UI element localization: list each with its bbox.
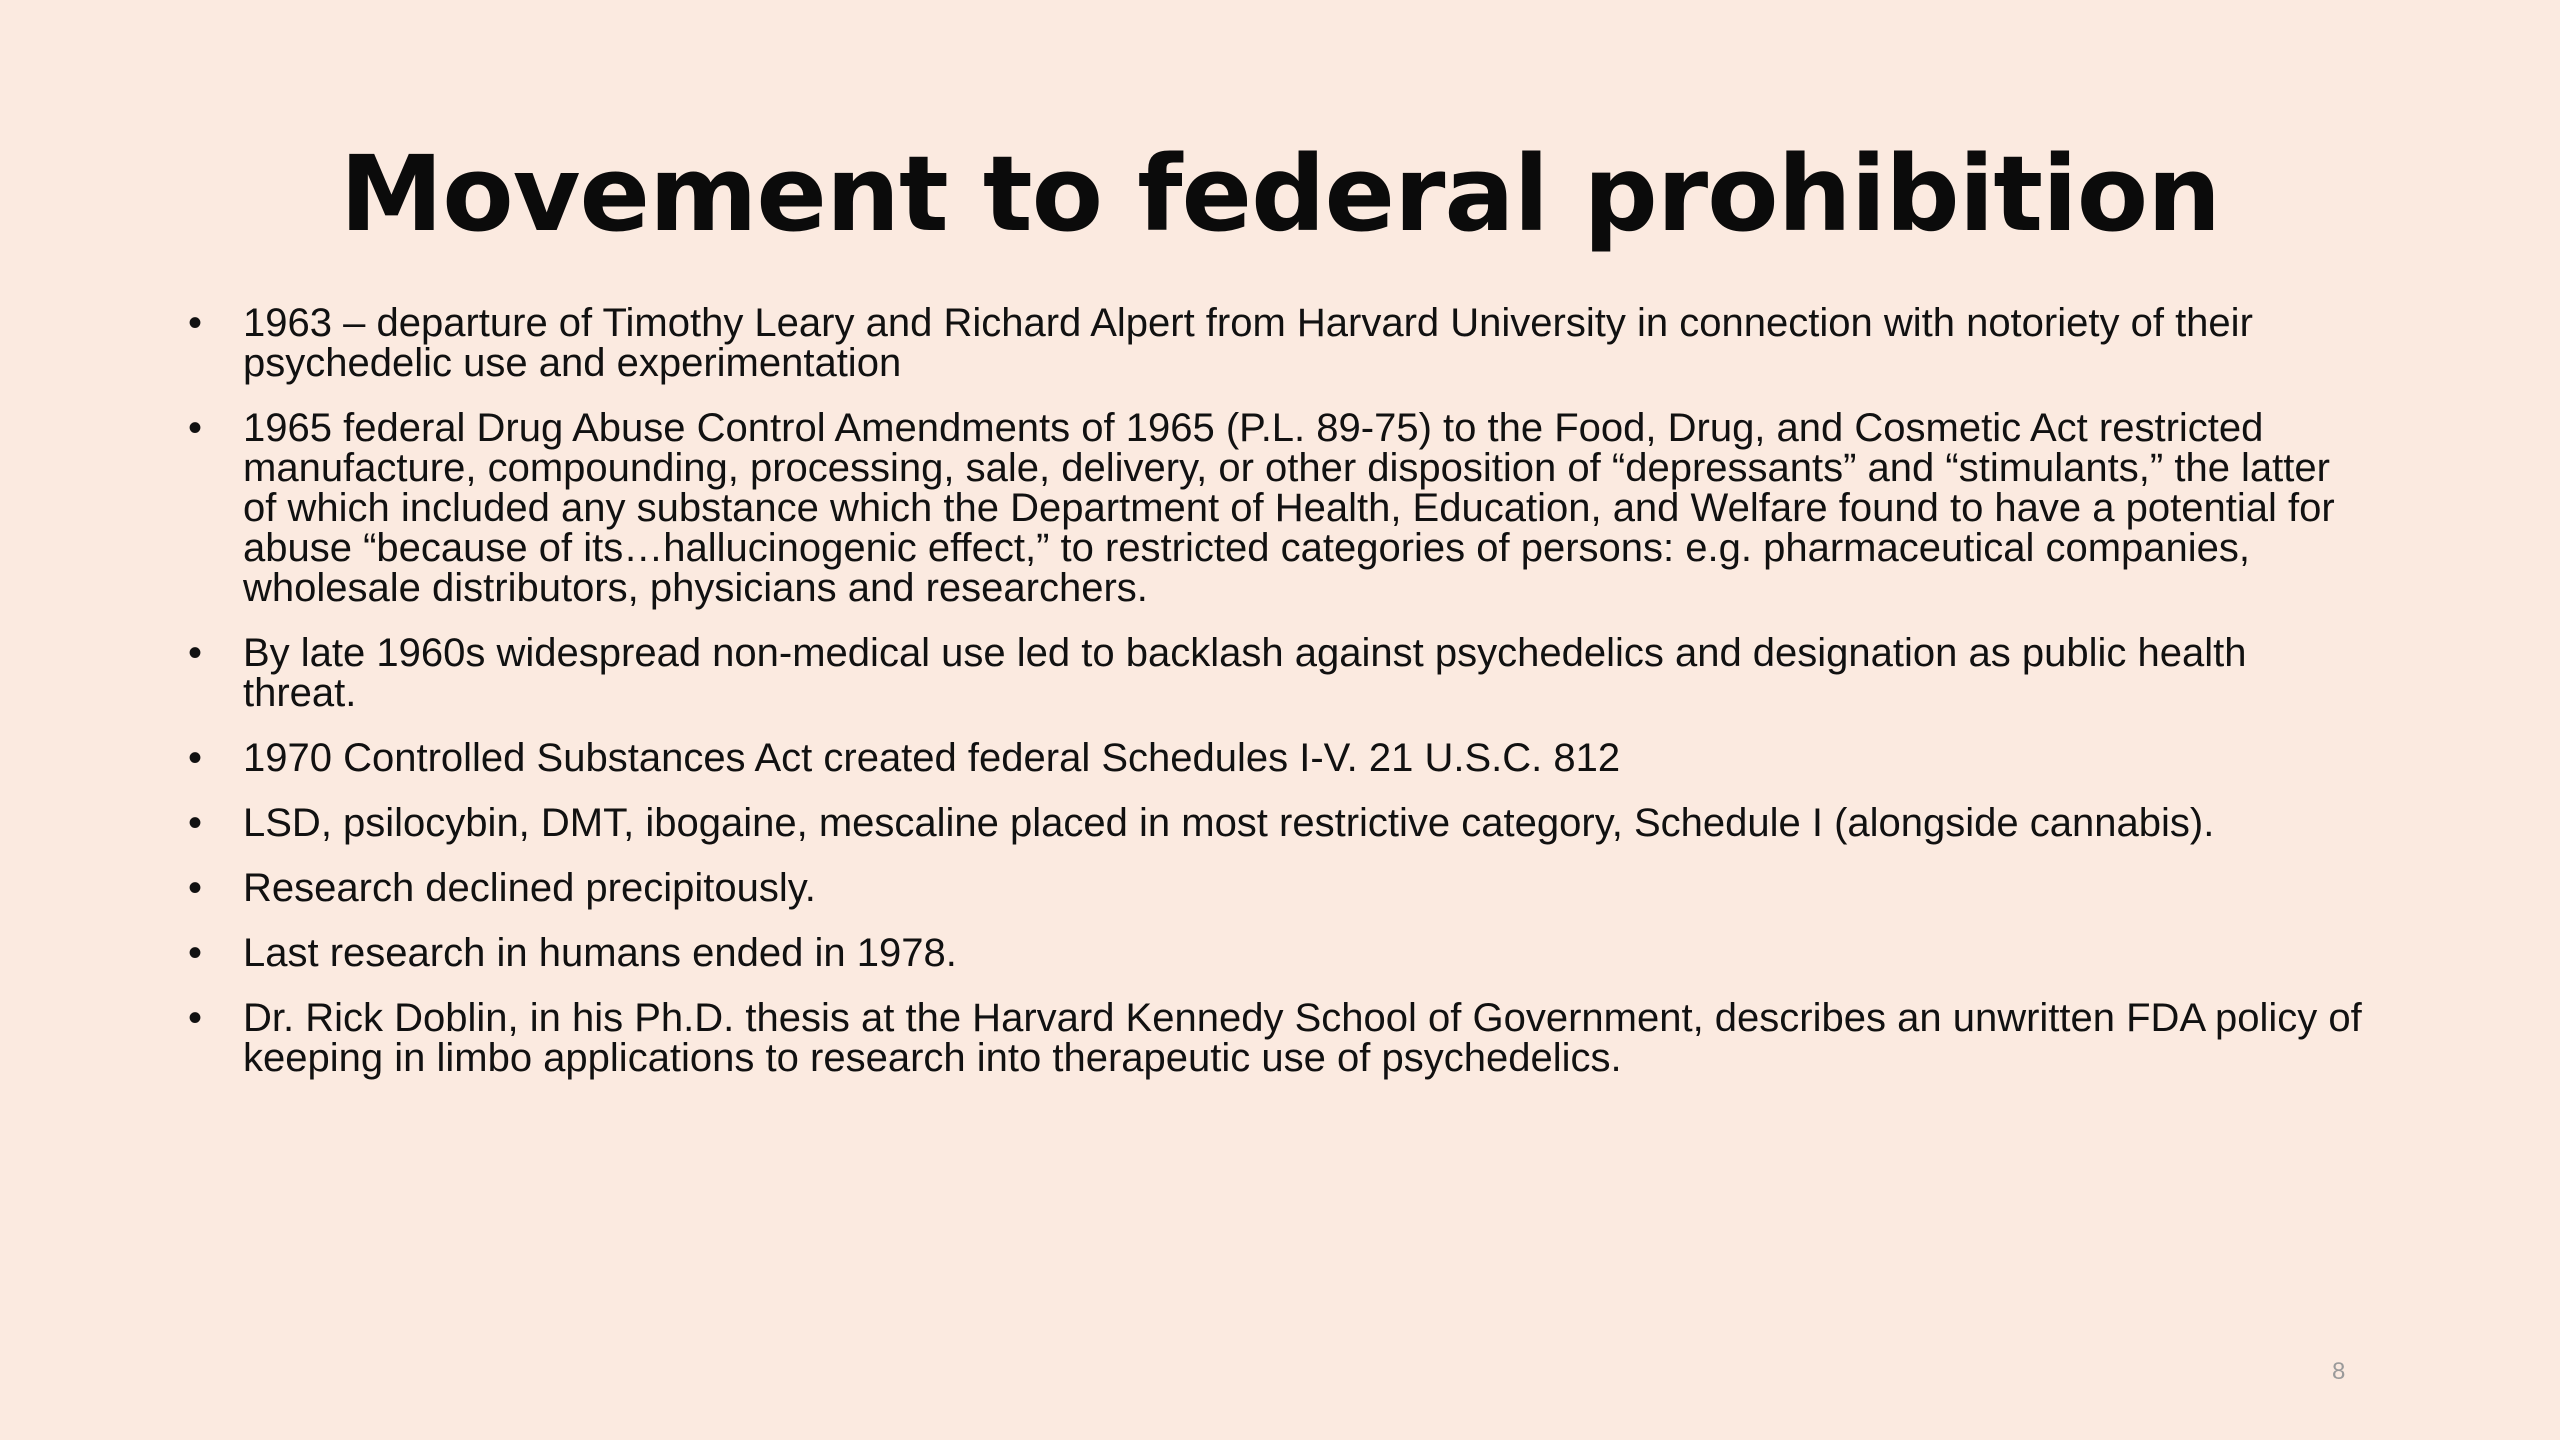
bullet-list bbox=[188, 303, 2368, 1103]
bullet-item bbox=[188, 803, 2368, 843]
bullet-marker: • bbox=[188, 801, 203, 845]
slide-title: Movement to federal prohibition bbox=[339, 133, 2221, 255]
bullet-item bbox=[188, 998, 2368, 1078]
bullet-item bbox=[188, 933, 2368, 973]
bullet-item bbox=[188, 408, 2368, 608]
bullet-text: LSD, psilocybin, DMT, ibogaine, mescaline placed in most restrictive category, Schedule I (alongside cannabis). bbox=[243, 801, 2215, 845]
bullet-marker: • bbox=[188, 406, 203, 450]
bullet-marker: • bbox=[188, 301, 203, 345]
bullet-marker: • bbox=[188, 866, 203, 910]
bullet-item bbox=[188, 303, 2368, 383]
bullet-text: 1970 Controlled Substances Act created federal Schedules I-V. 21 U.S.C. 812 bbox=[243, 736, 1621, 780]
bullet-text: By late 1960s widespread non-medical use led to backlash against psychedelics and designation as public health threat. bbox=[243, 631, 2247, 715]
bullet-item bbox=[188, 633, 2368, 713]
bullet-text: Dr. Rick Doblin, in his Ph.D. thesis at the Harvard Kennedy School of Government, describes an unwritten FDA policy of keeping in limbo applications to research into therapeutic use of psychedelics. bbox=[243, 996, 2362, 1080]
bullet-marker: • bbox=[188, 996, 203, 1040]
bullet-text: Research declined precipitously. bbox=[243, 866, 816, 910]
bullet-text: Last research in humans ended in 1978. bbox=[243, 931, 957, 975]
slide-number: 8 bbox=[2332, 1358, 2346, 1385]
bullet-text: 1965 federal Drug Abuse Control Amendments of 1965 (P.L. 89-75) to the Food, Drug, and Cosmetic Act restricted manufacture, compounding, processing, sale, delivery, or other disposition of “depressants” and “stimulants,” the latter of which included any substance which the Department of Health, Education, and Welfare found to have a potential for abuse “because of its…hallucinogenic effect,” to restricted categories of persons: e.g. pharmaceutical companies, wholesale distributors, physicians and researchers. bbox=[243, 406, 2335, 610]
bullet-marker: • bbox=[188, 631, 203, 675]
bullet-marker: • bbox=[188, 736, 203, 780]
bullet-item bbox=[188, 868, 2368, 908]
bullet-marker: • bbox=[188, 931, 203, 975]
bullet-item bbox=[188, 738, 2368, 778]
bullet-text: 1963 – departure of Timothy Leary and Richard Alpert from Harvard University in connection with notoriety of their psychedelic use and experimentation bbox=[243, 301, 2253, 385]
